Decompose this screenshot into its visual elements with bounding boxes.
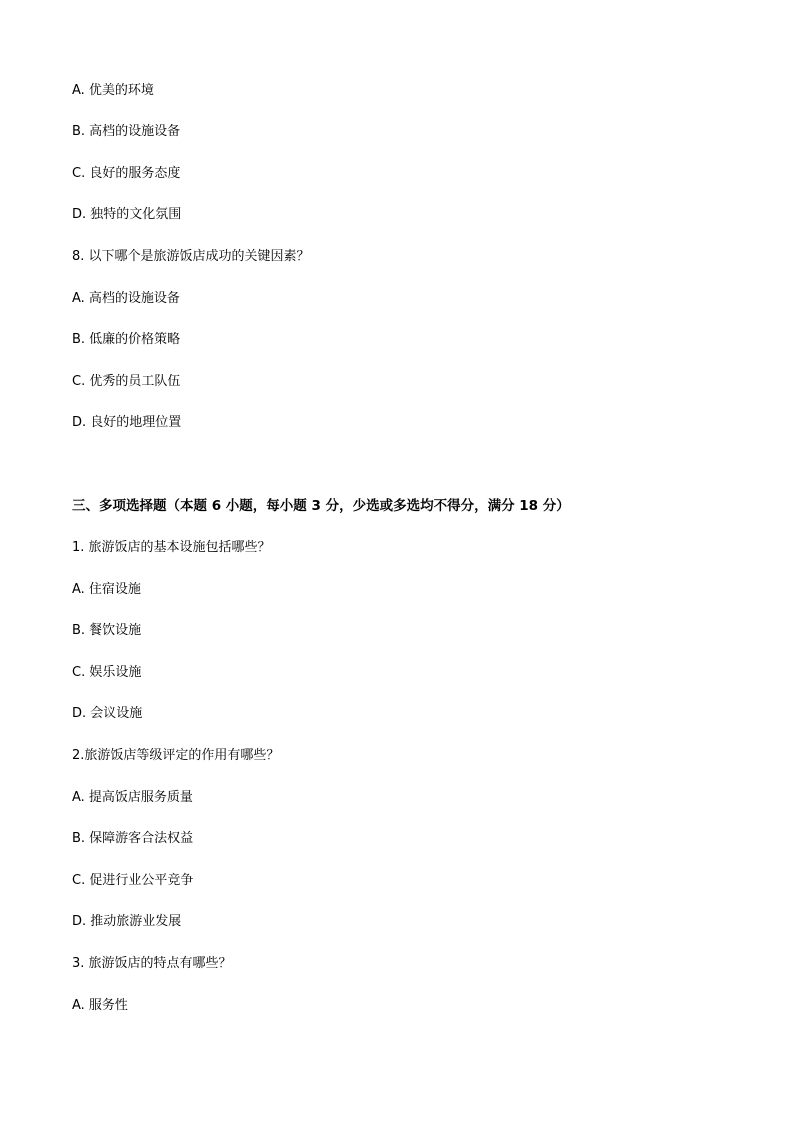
option-c-q2: C. 促进行业公平竞争 (72, 873, 194, 888)
option-d-q2: D. 推动旅游业发展 (72, 914, 182, 929)
option-c-q8: C. 优秀的员工队伍 (72, 374, 181, 389)
option-c-q1: C. 娱乐设施 (72, 665, 142, 680)
option-d-q7: D. 独特的文化氛围 (72, 207, 182, 222)
option-a-q8: A. 高档的设施设备 (72, 291, 180, 306)
question-2: 2.旅游饭店等级评定的作用有哪些？ (72, 748, 280, 763)
option-a-q7: A. 优美的环境 (72, 83, 154, 98)
question-8: 8. 以下哪个是旅游饭店成功的关键因素？ (72, 249, 310, 264)
question-3: 3. 旅游饭店的特点有哪些？ (72, 956, 232, 971)
option-a-q3: A. 服务性 (72, 998, 128, 1013)
option-b-q7: B. 高档的设施设备 (72, 124, 181, 139)
option-b-q2: B. 保障游客合法权益 (72, 831, 194, 846)
option-b-q1: B. 餐饮设施 (72, 623, 142, 638)
option-d-q1: D. 会议设施 (72, 706, 143, 721)
option-b-q8: B. 低廉的价格策略 (72, 332, 181, 347)
option-d-q8: D. 良好的地理位置 (72, 415, 182, 430)
option-c-q7: C. 良好的服务态度 (72, 166, 181, 181)
option-a-q2: A. 提高饭店服务质量 (72, 790, 193, 805)
option-a-q1: A. 住宿设施 (72, 582, 141, 597)
question-1: 1. 旅游饭店的基本设施包括哪些？ (72, 540, 271, 555)
section-heading-multiple-choice: 三、多项选择题（本题 6 小题，每小题 3 分，少选或多选均不得分，满分 18 分） (72, 498, 570, 514)
